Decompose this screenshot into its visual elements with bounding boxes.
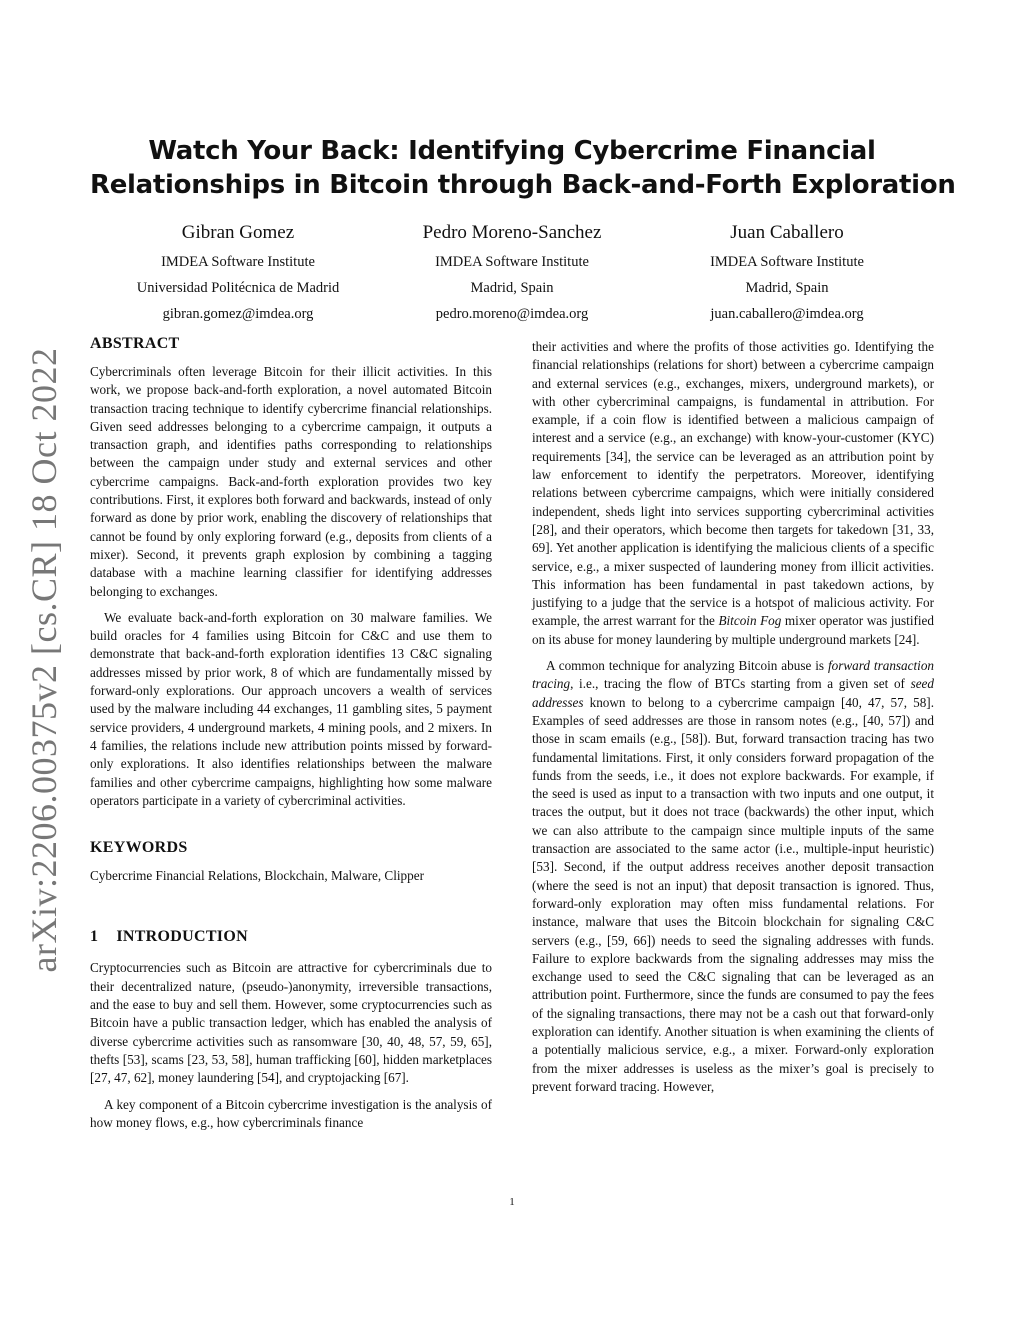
abstract-paragraph-1: Cybercriminals often leverage Bitcoin for their illicit activities. In this work, we propose back-and-forth exploration, a novel automated Bitcoin transaction tracing technique to identify cybercrime financial relationships. Given seed addresses belonging to a cybercrime campaign, it outputs a transaction graph, and identifies paths corresponding to relationships between the campaign under study and external services and other cybercrime campaigns. Back-and-forth exploration provides two key contributions. First, it explores both forward and backwards, instead of only forward as done by prior work, enabling the discovery of relationships that cannot be found by only exploring forward (e.g., deposits from clients of a mixer). Second, it prevents graph explosion by combining a tagging database with a machine learning classifier for identifying addresses belonging to exchanges. — [90, 364, 492, 599]
author-email: juan.caballero@imdea.org — [710, 306, 864, 322]
left-column — [90, 334, 492, 1132]
author-block-1 — [98, 220, 378, 327]
keywords-heading: KEYWORDS — [90, 839, 188, 857]
right-paragraph-2: A common technique for analyzing Bitcoin abuse is forward transaction tracing, i.e., tracing the flow of BTCs starting from a given set of seed addresses known to belong to a cybercrime campaign [40, 47, 57, 58]. Examples of seed addresses are those in ransom notes (e.g., [40, 57]) and those in scam emails (e.g., [58]). But, forward transaction tracing has two fundamental limitations. First, it only considers forward propagation of the funds from the seeds, i.e., it does not explore backwards. For example, if the seed is used as input to a transaction with two inputs and one output, it traces the output, but it does not trace (backwards) the other input, which we can also attribute to the campaign since multiple inputs of the same transaction are associated to the same actor (i.e., multiple-input heuristic) [53]. Second, if the output address receives another deposit transaction (where the seed is not an input) that deposit transaction is ignored. Thus, forward-only exploration may often miss fundamental relations. For instance, malware that uses the Bitcoin blockchain for signaling C&C servers (e.g., [59, 66]) needs to seed the signaling addresses with funds. Failure to explore backwards from the signaling addresses may miss the exchange used to seed the C&C signaling that can be leveraged as an attribution point. Furthermore, since the funds are consumed to pay the fees of the signaling transactions, there may not be a cash out that forward-only exploration can identify. Another situation is when examining the clients of a potentially malicious service, e.g., a mixer. Forward-only exploration from the mixer addresses is useless as the mixer’s goal is precisely to prevent forward tracing. However, — [532, 658, 935, 1094]
emphasis-bitcoin-fog: Bitcoin Fog — [718, 613, 782, 629]
author-email: pedro.moreno@imdea.org — [435, 306, 589, 322]
author-affiliation: IMDEA Software Institute — [435, 254, 589, 270]
author-block-2 — [372, 220, 652, 327]
introduction-heading — [90, 927, 492, 947]
author-affiliation: IMDEA Software Institute — [161, 254, 315, 270]
right-column — [532, 338, 934, 1096]
title-line-1: Watch Your Back: Identifying Cybercrime Financial — [148, 136, 876, 166]
author-location: Universidad Politécnica de Madrid — [136, 280, 340, 296]
author-block-3 — [647, 220, 927, 327]
keywords-text: Cybercrime Financial Relations, Blockchain, Malware, Clipper — [90, 868, 424, 884]
page-number: 1 — [509, 1196, 515, 1208]
author-email: gibran.gomez@imdea.org — [162, 306, 314, 322]
paper-title — [90, 134, 956, 202]
author-affiliation: IMDEA Software Institute — [710, 254, 864, 270]
section-number: 1 — [90, 928, 99, 946]
title-line-2: Relationships in Bitcoin through Back-and-Forth Exploration — [90, 170, 956, 200]
intro-paragraph-1: Cryptocurrencies such as Bitcoin are attractive for cybercriminals due to their decentralized nature, (pseudo-)anonymity, irreversible transactions, and the ease to buy and sell them. However, some cryptocurrencies such as Bitcoin have a public transaction ledger, which has enabled the analysis of diverse cybercrime activities such as ransomware [30, 40, 48, 57, 59, 65], thefts [53], scams [23, 53, 58], human trafficking [60], hidden marketplaces [27, 47, 62], money laundering [54], and cryptojacking [67]. — [90, 960, 492, 1086]
abstract-paragraph-2: We evaluate back-and-forth exploration on 30 malware families. We build oracles for 4 families using Bitcoin for C&C and use them to demonstrate that back-and-forth exploration identifies 13 C&C signaling addresses missed by prior work, 8 of which are fundamentally missed by forward-only explorations. Our approach uncovers a wealth of services used by the malware including 44 exchanges, 11 gambling sites, 5 payment service providers, 4 underground markets, 4 mining pools, and 2 mixers. In 4 families, the relations include new attribution points missed by forward-only explorations. It also identifies relationships between the malware families and other cybercrime campaigns, highlighting how some malware operators participate in a variety of cybercriminal activities. — [90, 609, 492, 808]
author-name: Pedro Moreno-Sanchez — [422, 222, 602, 243]
intro-paragraph-2: A key component of a Bitcoin cybercrime investigation is the analysis of how money flows, e.g., how cybercriminals finance — [90, 1096, 492, 1130]
section-title: INTRODUCTION — [116, 928, 248, 946]
abstract-heading: ABSTRACT — [90, 335, 180, 352]
arxiv-identifier: arXiv:2206.00375v2 [cs.CR] 18 Oct 2022 — [24, 347, 64, 973]
author-location: Madrid, Spain — [470, 280, 554, 296]
author-location: Madrid, Spain — [745, 280, 829, 296]
emphasis-forward-tracing: forward transaction tracing — [532, 658, 935, 692]
author-name: Gibran Gomez — [181, 222, 295, 243]
right-paragraph-1: their activities and where the profits of those activities go. Identifying the financial relationships (relations for short) between a cybercrime campaign and external services (e.g., exchanges, mixers, underground markets), or with other cybercriminal campaigns, is fundamental in attribution. For example, if a coin flow is identified between a malicious campaign of interest and a service (e.g., an exchange) with know-your-customer (KYC) requirements [34], the service can be leveraged as an attribution point by law enforcement to identify the perpetrators. Moreover, identifying relations between cybercrime campaigns, which were initially considered independent, sheds light into services supporting cybercriminal activities [28], and their operators, which become then targets for takedown [31, 33, 69]. Yet another application is identifying the malicious clients of a specific service, e.g., a mixer suspected of laundering money from illicit activities. This information has been fundamental in past takedown actions, by justifying to a judge that the service is a hotspot of malicious activity. For example, the arrest warrant for the Bitcoin Fog mixer operator was justified on its abuse for money laundering by multiple underground markets [24]. — [532, 339, 934, 647]
author-name: Juan Caballero — [730, 222, 844, 243]
emphasis-seed-addresses: seed addresses — [532, 676, 934, 710]
